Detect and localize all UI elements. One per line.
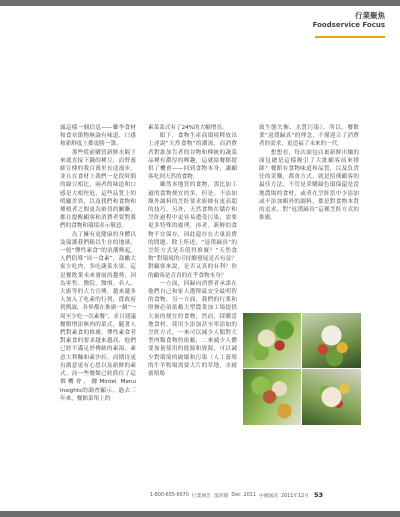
footer-year: 2011 bbox=[243, 492, 256, 498]
salad-photo-4 bbox=[301, 368, 362, 426]
paragraph: 一方面，回歸向消費者承諾在他們自己和家人選擇最安全最明智的食物，另一方面，我們的行業和照辦必須依賴大型農業加工場提供大量的便宜的食物，然而，採購當地食材、使用少添加甚至零添加的烹飪方式，一來可以減少人類對大型肉類食物的依賴，二來減少人體要加量使用的能源和資源，可以減少對環境的破壞和污染（人工養殖的牛羊牧場需要大片的草地，水耐養殖場 bbox=[148, 280, 237, 378]
footer-issue: 第四版 bbox=[213, 493, 229, 499]
page-number: 53 bbox=[314, 491, 324, 499]
page-footer bbox=[150, 491, 370, 499]
paragraph: 那些從前購買新鮮水隔下來就直接下鍋的種豆，而營養師宣傳的我百萬里長途漫步。並且在食材上我們一是段時間的綠豆相比，兩者的味道和口感是大相徑庭，這些品質上的明顯差異，以及我們和食物和種植者之間更為密切的關聯，都在提醒顧客和消費者要對我們的食物和環境表示敬意。 bbox=[60, 149, 136, 230]
salad-photo-1 bbox=[242, 312, 303, 370]
paragraph: 眼下，食物生產商環境釋放出上述說“天然食物”的潮流，而消費者對誰加告者的谷物和傳統的蔬菜品種有濃厚的興趣，這就給餐館提供了機會——回到食物本身，讓顧客吃到天然的食物。 bbox=[148, 133, 237, 181]
text-column-2 bbox=[148, 124, 237, 378]
text-column-3 bbox=[259, 124, 359, 222]
section-title-chinese: 行業聚焦 bbox=[355, 11, 385, 20]
top-bar bbox=[0, 0, 400, 6]
salad-photo-2 bbox=[301, 312, 362, 370]
text-column-1 bbox=[60, 124, 136, 403]
footer-brand: 中國通訊 bbox=[258, 493, 279, 499]
paragraph: 為了擁有更健康的身體以及保護我們賴以生存的地球，一般“彈性素食”的浪潮興起，人們倡導“周一食素”，鼓勵大家少吃肉，多吃蔬菜水果。這是餐飲業未來發展的趨勢，因為零售、醫院、醫療、名人、大廚等的大力宣傳，越來越多人加入了吃素的行列，從政府到輿論，各界都在推廣一個“一周至少吃一次素餐”，並且建議餐館增添無肉的菜式，隨著人們對素食的推廣，彈性素食者對素食的要求越來越高，他們已經不滿足於傳統的素湯、素意大利麵和素沙拉，而期待更有創意更有心思以及新鮮的素式。而一些餐館已經抓住了這個機會，據Mintel Menu Insights的調查顯示，過去三年來，餐館菜單上的 bbox=[60, 231, 136, 402]
paragraph: 致生態失衡、水質污染），所以，餐飲業“返璞歸真”的理念，不僅迎合了消費者的需求，更造福了未來的一代。 bbox=[259, 125, 359, 148]
header-accent-rule bbox=[315, 36, 385, 38]
paragraph: 雖然本地買的食物，那比加工過的食物便宜的多，但是，不添加額外調料的烹飪要求廚師有更高超的技巧。另外，天然食物在儲存和烹飪過程中更容易遭受污染，需要更多特殊的處理，再者，新鮮的食物不宜保存，因此還存在大量浪費的問題。除上所述，“返璞歸真”的烹飪方式是否值得推廣？“天然食物”對環境的可持續發展是否有益？對顧客來說，是否又真的有利？你的顧客是否真的在乎食物本身？ bbox=[148, 182, 237, 279]
footer-phone: 1-800-655-6670 bbox=[150, 492, 189, 498]
section-title-english: Foodservice Focus bbox=[312, 20, 385, 29]
paragraph: 露這樣一個信息——雖李食材和食章節物無論有味道、口感和新鮮度上都更勝一籌。 bbox=[60, 125, 136, 148]
paragraph: 想想看，每次面包店裏新鮮出爐的面包總是這樣吸引了大批顧客前來排隊？餐館有食物味道和品質，以及負責任的采購，都會方式，就是招徠顧客的最佳方法，不管是采購綠色環保還是當地農場的食材，或者在烹飪當中少添加或不添加額外的調料，都是對食物本質的追求，對“返璞歸真”這種烹飪方式的推廣。 bbox=[259, 149, 359, 222]
footer-magazine: 行業廣告 bbox=[191, 493, 211, 499]
footer-date: 2011年12月 bbox=[281, 493, 309, 499]
footer-month: Dec bbox=[231, 492, 241, 498]
section-header bbox=[313, 12, 385, 29]
salad-photo-grid bbox=[242, 312, 360, 424]
bottom-bar bbox=[0, 511, 400, 517]
paragraph: 素菜菜式有了24%的大幅增長。 bbox=[148, 125, 228, 131]
salad-photo-3 bbox=[242, 368, 303, 426]
